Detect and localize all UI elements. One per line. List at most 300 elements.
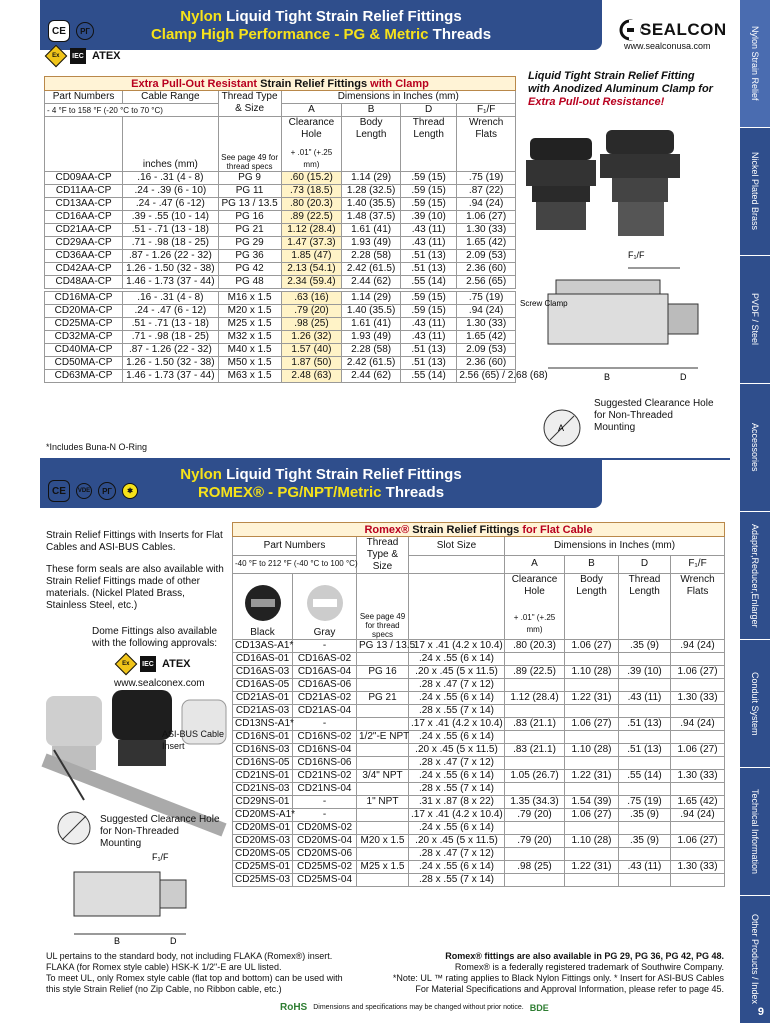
table-cell xyxy=(619,731,671,744)
black-insert-icon xyxy=(243,583,283,623)
table-cell: .39 (10) xyxy=(619,666,671,679)
table-cell: CD11AA-CP xyxy=(45,185,123,198)
table-row xyxy=(233,770,725,783)
table-cell: 1.26 - 1.50 (32 - 38) xyxy=(123,263,218,276)
table-cell xyxy=(565,757,619,770)
suggested-clearance-bottom: Suggested Clearance Hole for Non-Threaded Mounting xyxy=(100,814,220,849)
table-cell: .31 x .87 (8 x 22) xyxy=(409,796,505,809)
table-cell xyxy=(619,783,671,796)
table-cell: .51 (13) xyxy=(400,250,456,263)
table-row xyxy=(233,822,725,835)
table-cell: .28 x .47 (7 x 12) xyxy=(409,679,505,692)
table-cell: CD48AA-CP xyxy=(45,276,123,289)
gray-insert-icon xyxy=(305,583,345,623)
table-cell: CD20MA-CP xyxy=(45,305,123,318)
table-row xyxy=(233,653,725,666)
table-cell: CD16AS-01 xyxy=(233,653,293,666)
sidebar-tab[interactable] xyxy=(740,512,770,640)
table-cell: CD16NS-05 xyxy=(233,757,293,770)
table-cell xyxy=(619,848,671,861)
table-cell: .43 (11) xyxy=(619,861,671,874)
table-cell: .59 (15) xyxy=(400,292,456,305)
table-cell: 2.44 (62) xyxy=(342,370,401,383)
table-cell: 1.65 (42) xyxy=(457,331,516,344)
table-cell: .43 (11) xyxy=(400,224,456,237)
sidebar-tab[interactable] xyxy=(740,640,770,768)
table-cell: - xyxy=(293,640,357,653)
table-row xyxy=(233,731,725,744)
table-cell: .24 x .55 (6 x 14) xyxy=(409,822,505,835)
table-cell: .51 (13) xyxy=(400,357,456,370)
table-cell: .98 (25) xyxy=(281,318,342,331)
table-cell: .94 (24) xyxy=(671,718,725,731)
table-cell: 1.30 (33) xyxy=(671,770,725,783)
table-cell: PG 16 xyxy=(218,211,281,224)
table-cell: CD16AS-03 xyxy=(233,666,293,679)
table-cell: 1.61 (41) xyxy=(342,224,401,237)
table-row xyxy=(233,705,725,718)
romex-fittings-table: Romex® Strain Relief Fittings for Flat Cable Part Numbers Thread Type & Size Slot Size Dimensions in Inches (mm) -40 °F to 212 °F (-40 °C to 100 °C) A B D F₁/F Black Gray See page 49 for thread specs Clearance Hole + .01" (+.25 mm) Body Length Thread Length Wrench Flats CD13AS-A1* - PG 13 / 13.5 .17 x .41 (4.2 x 10.4) .80 (20.3) 1.06 (27) .35 (9) .94 (24) CD16AS-01 CD16AS-02 .24 x .55 (6 x 14) CD16AS-03 CD16AS-04 PG 16 .20 x .45 (5 x 11.5) .89 (22.5) 1.10 (28) .39 (10) 1.06 (27) CD16AS-05 CD16AS-06 .28 x .47 (7 x 12) CD21AS-01 CD21AS-02 PG 21 .24 x .55 (6 x 14) 1.12 (28.4) 1.22 (31) .43 (11) 1.30 (33) CD21AS-03 CD21AS-04 .28 x .55 (7 x 14) CD13NS-A1* - .17 x .41 (4.2 x 10.4) .83 (21.1) 1.06 (27) .51 (13) .94 (24) CD16NS-01 CD16NS-02 1/2"-E NPT .24 x .55 (6 x 14) CD16NS-03 CD16NS-04 .20 x .45 (5 x 11.5) .83 (21.1) 1.10 (28) .51 (13) 1.06 (27) CD16NS-05 CD16NS-06 .28 x .47 (7 x 12) CD21NS-01 CD21NS-02 3/4" NPT .24 x .55 (6 x 14) 1.05 (26.7) 1.22 (31) .55 (14) 1.30 (33) CD21NS-03 CD21NS-04 .28 x .55 (7 x 14) CD29NS-01 - 1" NPT .31 x .87 (8 x 22) 1.35 (34.3) 1.54 (39) .75 (19) 1.65 (42) CD20MS-A1* - .17 x .41 (4.2 x 10.4) .79 (20) 1.06 (27) .35 (9) .94 (24) CD20MS-01 CD20MS-02 .24 x .55 (6 x 14) CD20MS-03 CD20MS-04 M20 x 1.5 .20 x .45 (5 x 11.5) .79 (20) 1.10 (28) .35 (9) 1.06 (27) CD20MS-05 CD20MS-06 .28 x .47 (7 x 12) CD25MS-01 CD25MS-02 M25 x 1.5 .24 x .55 (6 x 14) .98 (25) 1.22 (31) .43 (11) 1.30 (33) CD25MS-03 CD25MS-04 .28 x .55 (7 x 14) xyxy=(232,522,725,887)
table-cell: .35 (9) xyxy=(619,809,671,822)
table-cell: M25 x 1.5 xyxy=(357,861,409,874)
table-cell: CD21NS-04 xyxy=(293,783,357,796)
table-cell: .20 x .45 (5 x 11.5) xyxy=(409,666,505,679)
table-cell: CD32MA-CP xyxy=(45,331,123,344)
table-cell: .51 (13) xyxy=(619,718,671,731)
table-cell: 2.13 (54.1) xyxy=(281,263,342,276)
sidebar-tab[interactable] xyxy=(740,256,770,384)
table-cell: .24 x .55 (6 x 14) xyxy=(409,770,505,783)
table-cell xyxy=(565,874,619,887)
table-cell: 2.48 (63) xyxy=(281,370,342,383)
table-cell: CD16AS-02 xyxy=(293,653,357,666)
table-cell xyxy=(357,718,409,731)
table-cell: CD63MA-CP xyxy=(45,370,123,383)
table-cell: 1.12 (28.4) xyxy=(505,692,565,705)
table-cell: .43 (11) xyxy=(619,692,671,705)
table-cell xyxy=(357,705,409,718)
sealcon-icon xyxy=(620,20,640,40)
table-cell xyxy=(565,783,619,796)
table-cell: PG 48 xyxy=(218,276,281,289)
table-cell: 1.06 (27) xyxy=(671,835,725,848)
table-cell xyxy=(565,848,619,861)
atex-logos-top: Ex IEC ATEX xyxy=(48,48,121,64)
table-cell: .55 (14) xyxy=(619,770,671,783)
table-cell: PG 16 xyxy=(357,666,409,679)
table-cell: PG 36 xyxy=(218,250,281,263)
table-cell: CD20MS-05 xyxy=(233,848,293,861)
table-cell: 2.56 (65) / 2.68 (68) xyxy=(457,370,516,383)
sealcon-url: www.sealconusa.com xyxy=(624,41,711,51)
ex-icon: Ex xyxy=(115,653,138,676)
table-cell xyxy=(505,757,565,770)
table-cell: CD09AA-CP xyxy=(45,172,123,185)
table-cell: CD21AS-04 xyxy=(293,705,357,718)
table-cell: 1.26 (32) xyxy=(281,331,342,344)
table-row xyxy=(45,224,516,237)
table-cell: CD25MS-01 xyxy=(233,861,293,874)
table-cell: CD16AS-04 xyxy=(293,666,357,679)
table-row xyxy=(45,263,516,276)
table-cell: CD25MS-03 xyxy=(233,874,293,887)
table-cell: CD13AA-CP xyxy=(45,198,123,211)
table-cell: 2.56 (65) xyxy=(457,276,516,289)
table-cell: .87 - 1.26 (22 - 32) xyxy=(123,250,218,263)
table-cell: .24 - .47 (6 - 12) xyxy=(123,305,218,318)
table-cell: CD16AA-CP xyxy=(45,211,123,224)
table-cell: PG 42 xyxy=(218,263,281,276)
table-cell: - xyxy=(293,809,357,822)
table-row xyxy=(233,783,725,796)
table-cell: CD29NS-01 xyxy=(233,796,293,809)
table-cell: .51 (13) xyxy=(400,344,456,357)
table-cell: .55 (14) xyxy=(400,276,456,289)
table-cell: 1.93 (49) xyxy=(342,237,401,250)
sidebar-tab[interactable] xyxy=(740,896,770,1024)
table-cell: 1.22 (31) xyxy=(565,692,619,705)
table-cell: 1.46 - 1.73 (37 - 44) xyxy=(123,370,218,383)
table-cell: .59 (15) xyxy=(400,172,456,185)
table-cell: - xyxy=(293,718,357,731)
sidebar-tab-label: Adapter,Reducer,Enlarger xyxy=(750,523,760,628)
form-seals-text: These form seals are also available with Strain Relief Fittings made of other materials. (Nickel Plated Brass, Stainless Steel, etc.) xyxy=(46,564,224,611)
table-row xyxy=(45,198,516,211)
table-cell: 1.28 (32.5) xyxy=(342,185,401,198)
table-cell xyxy=(619,653,671,666)
table-cell: M50 x 1.5 xyxy=(218,357,281,370)
sidebar-tab[interactable] xyxy=(740,128,770,256)
table-cell: 1.10 (28) xyxy=(565,666,619,679)
table-cell: .89 (22.5) xyxy=(281,211,342,224)
table-row xyxy=(233,809,725,822)
table-cell: .24 - .47 (6 -12) xyxy=(123,198,218,211)
table-cell: CD25MA-CP xyxy=(45,318,123,331)
table-cell xyxy=(357,848,409,861)
asi-bus-label: ASI-BUS Cable Insert xyxy=(162,729,225,751)
table-cell: .79 (20) xyxy=(505,809,565,822)
table-cell: .24 x .55 (6 x 14) xyxy=(409,731,505,744)
table-cell xyxy=(671,757,725,770)
table-cell: .83 (21.1) xyxy=(505,718,565,731)
sidebar-tab[interactable] xyxy=(740,768,770,896)
table-cell: 2.28 (58) xyxy=(342,344,401,357)
table-cell: 1.87 (50) xyxy=(281,357,342,370)
table-cell: CD21AS-02 xyxy=(293,692,357,705)
table-row xyxy=(45,211,516,224)
table-cell: .20 x .45 (5 x 11.5) xyxy=(409,835,505,848)
page-number: 9 xyxy=(757,1006,764,1018)
table-row xyxy=(233,861,725,874)
table-cell xyxy=(619,874,671,887)
table-cell: .28 x .55 (7 x 14) xyxy=(409,705,505,718)
table-cell: CD21NS-03 xyxy=(233,783,293,796)
clamp-fittings-table: Extra Pull-Out Resistant Strain Relief Fittings with Clamp Part Numbers Cable Range Thread Type & Size Dimensions in Inches (mm) - 4 °F to 158 °F (-20 °C to 70 °C) A B D F₁/F inches (mm) See page 49 for thread specs Clearance Hole + .01" (+.25 mm) Body Length Thread Length Wrench Flats CD09AA-CP .16 - .31 (4 - 8) PG 9 .60 (15.2) 1.14 (29) .59 (15) .75 (19) CD11AA-CP .24 - .39 (6 - 10) PG 11 .73 (18.5) 1.28 (32.5) .59 (15) .87 (22) CD13AA-CP .24 - .47 (6 -12) PG 13 / 13.5 .80 (20.3) 1.40 (35.5) .59 (15) .94 (24) CD16AA-CP .39 - .55 (10 - 14) PG 16 .89 (22.5) 1.48 (37.5) .39 (10) 1.06 (27) CD21AA-CP .51 - .71 (13 - 18) PG 21 1.12 (28.4) 1.61 (41) .43 (11) 1.30 (33) CD29AA-CP .71 - .98 (18 - 25) PG 29 1.47 (37.3) 1.93 (49) .43 (11) 1.65 (42) CD36AA-CP .87 - 1.26 (22 - 32) PG 36 1.85 (47) 2.28 (58) .51 (13) 2.09 (53) CD42AA-CP 1.26 - 1.50 (32 - 38) PG 42 2.13 (54.1) 2.42 (61.5) .51 (13) 2.36 (60) CD48AA-CP 1.46 - 1.73 (37 - 44) PG 48 2.34 (59.4) 2.44 (62) .55 (14) 2.56 (65) CD16MA-CP .16 - .31 (4 - 8) M16 x 1.5 .63 (16) 1.14 (29) .59 (15) .75 (19) CD20MA-CP .24 - .47 (6 - 12) M20 x 1.5 .79 (20) 1.40 (35.5) .59 (15) .94 (24) CD25MA-CP .51 - .71 (13 - 18) M25 x 1.5 .98 (25) 1.61 (41) .43 (11) 1.30 (33) CD32MA-CP .71 - .98 (18 - 25) M32 x 1.5 1.26 (32) 1.93 (49) .43 (11) 1.65 (42) CD40MA-CP .87 - 1.26 (22 - 32) M40 x 1.5 1.57 (40) 2.28 (58) .51 (13) 2.09 (53) CD50MA-CP 1.26 - 1.50 (32 - 38) M50 x 1.5 1.87 (50) 2.42 (61.5) .51 (13) 2.36 (60) CD63MA-CP 1.46 - 1.73 (37 - 44) M63 x 1.5 2.48 (63) 2.44 (62) .55 (14) 2.56 (65) / 2.68 (68) xyxy=(44,76,516,383)
table-cell: 1.06 (27) xyxy=(565,718,619,731)
table-cell: 1.06 (27) xyxy=(671,666,725,679)
table-cell: 1/2"-E NPT xyxy=(357,731,409,744)
table-cell: 2.42 (61.5) xyxy=(342,263,401,276)
table-cell: .94 (24) xyxy=(671,640,725,653)
table-row xyxy=(233,848,725,861)
table-cell: CD16AS-05 xyxy=(233,679,293,692)
sidebar-tab-label: Other Products / Index xyxy=(750,914,760,1005)
iecex-icon: IEC xyxy=(140,656,156,672)
table-row xyxy=(45,185,516,198)
table-cell: 1.30 (33) xyxy=(457,318,516,331)
table-cell xyxy=(505,679,565,692)
table-cell: CD36AA-CP xyxy=(45,250,123,263)
b-label: B xyxy=(604,372,611,382)
table-cell: .55 (14) xyxy=(400,370,456,383)
table-cell: M32 x 1.5 xyxy=(218,331,281,344)
table-cell xyxy=(565,705,619,718)
table-cell: M63 x 1.5 xyxy=(218,370,281,383)
table-cell: .79 (20) xyxy=(281,305,342,318)
table-cell: 1.10 (28) xyxy=(565,744,619,757)
table-cell: 2.09 (53) xyxy=(457,344,516,357)
table-cell: .43 (11) xyxy=(400,237,456,250)
table-cell: .87 (22) xyxy=(457,185,516,198)
table-cell: CD50MA-CP xyxy=(45,357,123,370)
table-row xyxy=(233,679,725,692)
vde-icon: VDE xyxy=(76,483,92,499)
table-row xyxy=(45,305,516,318)
table-cell: CD25MS-02 xyxy=(293,861,357,874)
table-cell xyxy=(357,874,409,887)
table-cell: 1.30 (33) xyxy=(671,861,725,874)
table-cell: .59 (15) xyxy=(400,198,456,211)
bulb-icon: ✱ xyxy=(122,483,138,499)
table-cell: 1.85 (47) xyxy=(281,250,342,263)
clamp-heading: Liquid Tight Strain Relief Fitting with Anodized Aluminum Clamp for Extra Pull-out Resistance! xyxy=(528,70,713,108)
bottom-banner: Nylon Liquid Tight Strain Relief Fittings ROMEX® - PG/NPT/Metric Threads xyxy=(40,460,602,508)
table-cell: 2.42 (61.5) xyxy=(342,357,401,370)
table-cell: CD16AS-06 xyxy=(293,679,357,692)
cert-logos-bottom xyxy=(48,480,138,502)
romex-notes: Romex® fittings are also available in PG 29, PG 36, PG 42, PG 48. Romex® is a federally registered trademark of Southwire Company. *Note: UL ™ rating applies to Black Nylon Fittings only. * Insert for ASI-BUS Cables For Material Specifications and Approval Information, please refer to page 45. xyxy=(392,951,724,994)
table-cell: CD20MS-01 xyxy=(233,822,293,835)
table-cell xyxy=(565,679,619,692)
table-cell: 1.54 (39) xyxy=(565,796,619,809)
sidebar-tab-label: Accessories xyxy=(750,423,760,472)
table-row xyxy=(45,250,516,263)
table-row xyxy=(233,692,725,705)
table-cell: PG 21 xyxy=(218,224,281,237)
table-cell xyxy=(565,731,619,744)
a-label: A xyxy=(558,423,565,433)
table-cell: CD20MS-04 xyxy=(293,835,357,848)
table-cell xyxy=(671,822,725,835)
table-cell xyxy=(565,822,619,835)
table-cell: .24 x .55 (6 x 14) xyxy=(409,692,505,705)
table-row xyxy=(233,718,725,731)
table-cell: CD25MS-04 xyxy=(293,874,357,887)
table-cell xyxy=(357,679,409,692)
table-cell: 3/4" NPT xyxy=(357,770,409,783)
table-cell xyxy=(671,653,725,666)
table-cell: 2.36 (60) xyxy=(457,263,516,276)
table-cell: 2.34 (59.4) xyxy=(281,276,342,289)
table-cell: .80 (20.3) xyxy=(281,198,342,211)
table-cell: 1.26 - 1.50 (32 - 38) xyxy=(123,357,218,370)
table-cell: CD40MA-CP xyxy=(45,344,123,357)
table-cell: .73 (18.5) xyxy=(281,185,342,198)
table-row xyxy=(233,835,725,848)
table-cell: .71 - .98 (18 - 25) xyxy=(123,331,218,344)
pr-icon: PГ xyxy=(98,482,116,500)
table-cell xyxy=(671,783,725,796)
table-cell: .79 (20) xyxy=(505,835,565,848)
table-row xyxy=(233,666,725,679)
table-cell: .24 - .39 (6 - 10) xyxy=(123,185,218,198)
table-cell: .43 (11) xyxy=(400,318,456,331)
table-cell: 2.44 (62) xyxy=(342,276,401,289)
table-cell: .17 x .41 (4.2 x 10.4) xyxy=(409,718,505,731)
table-row xyxy=(45,172,516,185)
sealconex-url: www.sealconex.com xyxy=(114,678,205,689)
screw-clamp-label: Screw Clamp xyxy=(520,299,568,308)
table-cell: 1.40 (35.5) xyxy=(342,198,401,211)
table-cell xyxy=(619,705,671,718)
table-cell: .80 (20.3) xyxy=(505,640,565,653)
table-cell: .51 - .71 (13 - 18) xyxy=(123,318,218,331)
table-cell: CD21AS-01 xyxy=(233,692,293,705)
table-cell: 1.40 (35.5) xyxy=(342,305,401,318)
table-cell xyxy=(505,731,565,744)
table-cell: .51 - .71 (13 - 18) xyxy=(123,224,218,237)
table-cell: PG 13 / 13.5 xyxy=(357,640,409,653)
pr-icon: PГ xyxy=(76,22,94,40)
table-cell: .35 (9) xyxy=(619,835,671,848)
table-cell xyxy=(357,783,409,796)
table-cell: .20 x .45 (5 x 11.5) xyxy=(409,744,505,757)
table-row xyxy=(45,318,516,331)
table-cell xyxy=(671,874,725,887)
table-cell: .63 (16) xyxy=(281,292,342,305)
intro-text: Strain Relief Fittings with Inserts for Flat Cables and ASI-BUS Cables. xyxy=(46,530,223,553)
table-cell: CD16NS-06 xyxy=(293,757,357,770)
table-cell: M20 x 1.5 xyxy=(357,835,409,848)
table-cell: CD21AS-03 xyxy=(233,705,293,718)
dome-text: Dome Fittings also available with the following approvals: xyxy=(92,626,218,649)
table-cell: .24 x .55 (6 x 14) xyxy=(409,653,505,666)
table-cell: 1.06 (27) xyxy=(671,744,725,757)
footnote-oring: *Includes Buna-N O-Ring xyxy=(46,442,148,452)
table-cell: .89 (22.5) xyxy=(505,666,565,679)
table-cell: PG 11 xyxy=(218,185,281,198)
sidebar-tab[interactable] xyxy=(740,0,770,128)
ex-icon: Ex xyxy=(45,45,68,68)
table-cell: 1.06 (27) xyxy=(457,211,516,224)
ce-icon: CE xyxy=(48,480,70,502)
table-cell xyxy=(505,705,565,718)
table-row xyxy=(233,640,725,653)
table-row xyxy=(45,331,516,344)
iecex-icon: IEC xyxy=(70,48,86,64)
table-cell: M16 x 1.5 xyxy=(218,292,281,305)
rohs-note: Dimensions and specifications may be changed without prior notice. xyxy=(313,1004,524,1011)
table-cell xyxy=(505,822,565,835)
svg-text:B: B xyxy=(114,936,121,946)
table-cell: .43 (11) xyxy=(400,331,456,344)
table-cell xyxy=(357,809,409,822)
table-cell xyxy=(619,679,671,692)
table-cell: PG 29 xyxy=(218,237,281,250)
sidebar-tab[interactable] xyxy=(740,384,770,512)
svg-text:D: D xyxy=(170,936,177,946)
table-cell: .94 (24) xyxy=(671,809,725,822)
table-row xyxy=(45,357,516,370)
clamp-fitting-photo xyxy=(526,130,680,236)
table-cell: CD16NS-04 xyxy=(293,744,357,757)
table-cell: 1.22 (31) xyxy=(565,770,619,783)
table-cell: CD29AA-CP xyxy=(45,237,123,250)
table-cell: .35 (9) xyxy=(619,640,671,653)
suggested-clearance-top: Suggested Clearance Hole for Non-Threaded Mounting xyxy=(594,398,714,433)
table-cell: 1.30 (33) xyxy=(671,692,725,705)
table-cell: .87 - 1.26 (22 - 32) xyxy=(123,344,218,357)
table-row xyxy=(233,796,725,809)
table-cell: 2.28 (58) xyxy=(342,250,401,263)
rohs-logo: RoHS xyxy=(280,1002,308,1013)
table-cell: PG 13 / 13.5 xyxy=(218,198,281,211)
table-cell: .39 (10) xyxy=(400,211,456,224)
romex-fitting-diagram xyxy=(44,850,234,946)
table-cell: 2.36 (60) xyxy=(457,357,516,370)
table-cell: 1.93 (49) xyxy=(342,331,401,344)
table-cell xyxy=(357,653,409,666)
bde-logo: BDE xyxy=(529,1002,549,1013)
table-row xyxy=(233,744,725,757)
table-cell xyxy=(565,653,619,666)
table-cell: .83 (21.1) xyxy=(505,744,565,757)
table-cell xyxy=(357,744,409,757)
table-cell: PG 9 xyxy=(218,172,281,185)
table-cell: 1.06 (27) xyxy=(565,809,619,822)
table-cell: 1.10 (28) xyxy=(565,835,619,848)
sidebar-tab-label: Conduit System xyxy=(750,671,760,736)
table-cell: 1.06 (27) xyxy=(565,640,619,653)
table-cell xyxy=(357,822,409,835)
table-cell: .28 x .47 (7 x 12) xyxy=(409,757,505,770)
sidebar-tab-label: PVDF / Steel xyxy=(750,293,760,346)
table-cell: .17 x .41 (4.2 x 10.4) xyxy=(409,640,505,653)
table-cell: .59 (15) xyxy=(400,305,456,318)
footer xyxy=(280,1002,549,1013)
table-cell: .51 (13) xyxy=(619,744,671,757)
table-cell: .98 (25) xyxy=(505,861,565,874)
sidebar-tab-label: Nickel Plated Brass xyxy=(750,152,760,231)
table-cell: CD16NS-01 xyxy=(233,731,293,744)
table-cell: .75 (19) xyxy=(457,292,516,305)
table-cell: 2.09 (53) xyxy=(457,250,516,263)
table-cell: M20 x 1.5 xyxy=(218,305,281,318)
table-cell: 1.30 (33) xyxy=(457,224,516,237)
table-cell: .16 - .31 (4 - 8) xyxy=(123,172,218,185)
table-cell: 1.05 (26.7) xyxy=(505,770,565,783)
table-cell: M25 x 1.5 xyxy=(218,318,281,331)
table-cell: .94 (24) xyxy=(457,305,516,318)
table-cell: CD21NS-02 xyxy=(293,770,357,783)
table-cell: .24 x .55 (6 x 14) xyxy=(409,861,505,874)
table-cell xyxy=(671,705,725,718)
table-cell: .94 (24) xyxy=(457,198,516,211)
table-cell: .17 x .41 (4.2 x 10.4) xyxy=(409,809,505,822)
table-cell: .75 (19) xyxy=(457,172,516,185)
table-cell: 1.57 (40) xyxy=(281,344,342,357)
clearance-hole-icon xyxy=(54,808,94,848)
